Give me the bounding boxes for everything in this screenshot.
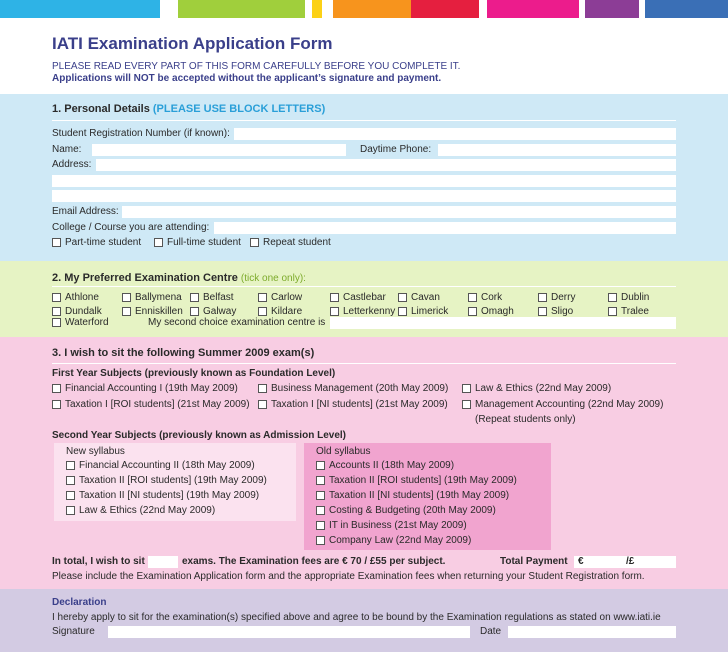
- option-label: Part-time student: [65, 237, 142, 248]
- centre-checkbox[interactable]: [468, 293, 477, 302]
- address-label: Address:: [52, 159, 92, 170]
- address-field-2[interactable]: [52, 175, 676, 187]
- centre-checkbox[interactable]: [122, 293, 131, 302]
- subject-checkbox[interactable]: [52, 400, 61, 409]
- centre-checkbox[interactable]: [52, 293, 61, 302]
- form-header: [0, 18, 728, 94]
- subject-checkbox[interactable]: [316, 536, 325, 545]
- exams-heading: 3. I wish to sit the following Summer 2009 exam(s): [52, 347, 315, 359]
- personal-heading: 1. Personal Details (PLEASE USE BLOCK LETTERS): [52, 103, 326, 115]
- centre-label: Kildare: [271, 306, 303, 317]
- date-field[interactable]: [508, 626, 676, 638]
- centre-label: Derry: [551, 292, 576, 303]
- subject-label: Taxation I [ROI students] (21st May 2009): [65, 399, 250, 410]
- centre-checkbox[interactable]: [608, 293, 617, 302]
- centre-checkbox[interactable]: [538, 293, 547, 302]
- centre-label: Cork: [481, 292, 503, 303]
- divider: [52, 120, 676, 121]
- subject-label: Costing & Budgeting (20th May 2009): [329, 505, 496, 516]
- total-payment-field[interactable]: [574, 556, 676, 568]
- subject-label: IT in Business (21st May 2009): [329, 520, 467, 531]
- centre-label: Sligo: [551, 306, 574, 317]
- full-time-checkbox[interactable]: [154, 238, 163, 247]
- declaration-text: I hereby apply to sit for the examination(s) specified above and agree to be bound by the Examination regulations as stated on www.iati.ie: [52, 612, 661, 623]
- centre-label: Letterkenny: [343, 306, 396, 317]
- centre-checkbox[interactable]: [398, 293, 407, 302]
- subject-checkbox[interactable]: [462, 400, 471, 409]
- total-prefix: In total, I wish to sit: [52, 556, 145, 567]
- name-label: Name:: [52, 144, 82, 155]
- centre-checkbox[interactable]: [330, 293, 339, 302]
- subject-checkbox[interactable]: [316, 521, 325, 530]
- option-label: Full-time student: [167, 237, 241, 248]
- subject-label: Taxation II [NI students] (19th May 2009): [79, 490, 260, 501]
- bar-7: [585, 0, 639, 18]
- subject-label: Taxation II [NI students] (19th May 2009): [329, 490, 510, 501]
- repeat-note: (Repeat students only): [475, 414, 576, 425]
- centre-checkbox[interactable]: [52, 307, 61, 316]
- euro-sign: €: [578, 556, 584, 567]
- exam-count-field[interactable]: [148, 556, 178, 568]
- divider: [52, 286, 676, 287]
- centre-checkbox[interactable]: [52, 318, 61, 327]
- centre-checkbox[interactable]: [538, 307, 547, 316]
- instruction-line: PLEASE READ EVERY PART OF THIS FORM CAREFULLY BEFORE YOU COMPLETE IT.: [52, 61, 461, 72]
- reg-label: Student Registration Number (if known):: [52, 128, 230, 139]
- bar-8: [645, 0, 728, 18]
- subject-label: Law & Ethics (22nd May 2009): [475, 383, 612, 394]
- centre-label: Galway: [203, 306, 237, 317]
- bar-5: [411, 0, 479, 18]
- centre-label: Ballymena: [135, 292, 182, 303]
- subject-checkbox[interactable]: [66, 476, 75, 485]
- centre-label: Dublin: [621, 292, 650, 303]
- subject-checkbox[interactable]: [316, 506, 325, 515]
- centre-label: Omagh: [481, 306, 514, 317]
- subject-label: Accounts II (18th May 2009): [329, 460, 455, 471]
- centre-label: Waterford: [65, 317, 109, 328]
- total-payment-label: Total Payment: [500, 556, 568, 567]
- bar-4: [333, 0, 411, 18]
- date-label: Date: [480, 626, 502, 637]
- email-label: Email Address:: [52, 206, 119, 217]
- pound-sign: /£: [626, 556, 635, 567]
- first-year-heading: First Year Subjects (previously known as Foundation Level): [52, 368, 336, 379]
- address-field-1[interactable]: [96, 159, 676, 171]
- subject-checkbox[interactable]: [66, 506, 75, 515]
- centre-heading: 2. My Preferred Examination Centre (tick one only):: [52, 272, 306, 284]
- subject-label: Business Management (20th May 2009): [271, 383, 449, 394]
- centre-label: Athlone: [65, 292, 99, 303]
- second-choice-label: My second choice examination centre is: [148, 317, 326, 328]
- centre-label: Carlow: [271, 292, 303, 303]
- new-syllabus-label: New syllabus: [66, 446, 125, 457]
- bar-3: [312, 0, 322, 18]
- phone-field[interactable]: [438, 144, 676, 156]
- subject-label: Financial Accounting I (19th May 2009): [65, 383, 238, 394]
- subject-label: Management Accounting (22nd May 2009): [475, 399, 664, 410]
- declaration-section: [0, 589, 728, 652]
- centre-label: Limerick: [411, 306, 449, 317]
- total-suffix: exams. The Examination fees are € 70 / £55 per subject.: [182, 556, 446, 567]
- college-label: College / Course you are attending:: [52, 222, 210, 233]
- centre-checkbox[interactable]: [608, 307, 617, 316]
- second-year-heading: Second Year Subjects (previously known as Admission Level): [52, 430, 346, 441]
- name-field[interactable]: [92, 144, 346, 156]
- subject-checkbox[interactable]: [258, 400, 267, 409]
- centre-checkbox[interactable]: [330, 307, 339, 316]
- bar-1: [0, 0, 160, 18]
- centre-label: Enniskillen: [135, 306, 183, 317]
- page-title: IATI Examination Application Form: [52, 34, 333, 53]
- reg-number-field[interactable]: [234, 128, 676, 140]
- divider: [52, 363, 676, 364]
- college-field[interactable]: [214, 222, 676, 234]
- subject-checkbox[interactable]: [316, 461, 325, 470]
- centre-checkbox[interactable]: [190, 293, 199, 302]
- part-time-checkbox[interactable]: [52, 238, 61, 247]
- option-label: Repeat student: [263, 237, 331, 248]
- address-field-3[interactable]: [52, 190, 676, 202]
- centre-checkbox[interactable]: [398, 307, 407, 316]
- colour-bars: [0, 0, 728, 18]
- centre-label: Tralee: [621, 306, 649, 317]
- subject-label: Company Law (22nd May 2009): [329, 535, 472, 546]
- centre-checkbox[interactable]: [258, 293, 267, 302]
- repeat-checkbox[interactable]: [250, 238, 259, 247]
- subject-checkbox[interactable]: [316, 491, 325, 500]
- email-field[interactable]: [122, 206, 676, 218]
- bar-6: [487, 0, 579, 18]
- subject-label: Financial Accounting II (18th May 2009): [79, 460, 255, 471]
- second-choice-field[interactable]: [330, 317, 676, 329]
- subject-checkbox[interactable]: [66, 491, 75, 500]
- subject-checkbox[interactable]: [462, 384, 471, 393]
- declaration-heading: Declaration: [52, 597, 107, 608]
- centre-label: Dundalk: [65, 306, 102, 317]
- signature-field[interactable]: [108, 626, 470, 638]
- subject-label: Taxation II [ROI students] (19th May 2009): [329, 475, 517, 486]
- personal-details-section: [0, 94, 728, 261]
- subject-checkbox[interactable]: [52, 384, 61, 393]
- subject-label: Law & Ethics (22nd May 2009): [79, 505, 216, 516]
- subject-label: Taxation II [ROI students] (19th May 2009): [79, 475, 267, 486]
- centre-label: Belfast: [203, 292, 234, 303]
- warning-line: Applications will NOT be accepted without the applicant’s signature and payment.: [52, 73, 442, 84]
- centre-label: Cavan: [411, 292, 440, 303]
- subject-checkbox[interactable]: [316, 476, 325, 485]
- phone-label: Daytime Phone:: [360, 144, 432, 155]
- centre-checkbox[interactable]: [122, 307, 131, 316]
- return-note: Please include the Examination Application form and the appropriate Examination fees when returning your Student Registration form.: [52, 571, 645, 582]
- exams-section: [0, 337, 728, 589]
- subject-label: Taxation I [NI students] (21st May 2009): [271, 399, 448, 410]
- signature-label: Signature: [52, 626, 95, 637]
- bar-2: [178, 0, 305, 18]
- centre-checkbox[interactable]: [258, 307, 267, 316]
- centre-label: Castlebar: [343, 292, 386, 303]
- centre-checkbox[interactable]: [190, 307, 199, 316]
- subject-checkbox[interactable]: [258, 384, 267, 393]
- exam-centre-section: [0, 261, 728, 337]
- centre-checkbox[interactable]: [468, 307, 477, 316]
- old-syllabus-label: Old syllabus: [316, 446, 371, 457]
- subject-checkbox[interactable]: [66, 461, 75, 470]
